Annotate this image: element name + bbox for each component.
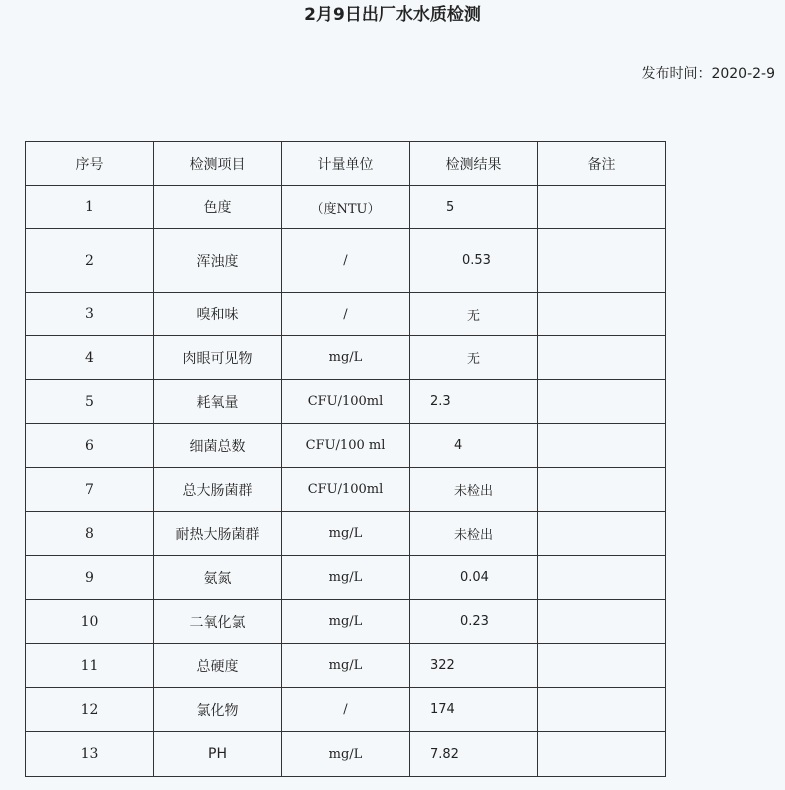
row-note xyxy=(538,293,666,336)
row-result: 0.53 xyxy=(410,229,538,293)
row-no: 4 xyxy=(26,336,154,380)
row-unit: mg/L xyxy=(282,512,410,556)
row-item: 耗氧量 xyxy=(154,380,282,424)
row-unit: / xyxy=(282,688,410,732)
row-unit: CFU/100 ml xyxy=(282,424,410,468)
row-no: 1 xyxy=(26,186,154,229)
row-item: 总硬度 xyxy=(154,644,282,688)
row-no: 13 xyxy=(26,732,154,777)
table-header-row xyxy=(26,142,666,186)
row-no: 3 xyxy=(26,293,154,336)
row-item: 浑浊度 xyxy=(154,229,282,293)
row-note xyxy=(538,424,666,468)
table-row xyxy=(26,688,666,732)
row-note xyxy=(538,644,666,688)
row-note xyxy=(538,468,666,512)
row-result: 5 xyxy=(410,186,538,229)
row-result: 未检出 xyxy=(410,512,538,556)
row-note xyxy=(538,336,666,380)
row-unit: mg/L xyxy=(282,600,410,644)
row-unit: mg/L xyxy=(282,336,410,380)
row-result: 0.04 xyxy=(410,556,538,600)
row-note xyxy=(538,229,666,293)
row-item: 二氧化氯 xyxy=(154,600,282,644)
row-no: 5 xyxy=(26,380,154,424)
table-row xyxy=(26,293,666,336)
row-item: 氯化物 xyxy=(154,688,282,732)
row-no: 8 xyxy=(26,512,154,556)
column-header-no: 序号 xyxy=(26,142,154,186)
column-header-item: 检测项目 xyxy=(154,142,282,186)
row-no: 12 xyxy=(26,688,154,732)
row-no: 9 xyxy=(26,556,154,600)
water-quality-table xyxy=(25,141,666,777)
row-note xyxy=(538,688,666,732)
column-header-unit: 计量单位 xyxy=(282,142,410,186)
row-result: 2.3 xyxy=(410,380,538,424)
row-no: 11 xyxy=(26,644,154,688)
row-note xyxy=(538,600,666,644)
column-header-note: 备注 xyxy=(538,142,666,186)
row-note xyxy=(538,732,666,777)
row-result: 0.23 xyxy=(410,600,538,644)
row-item: 耐热大肠菌群 xyxy=(154,512,282,556)
row-unit: / xyxy=(282,293,410,336)
row-result: 174 xyxy=(410,688,538,732)
table-row xyxy=(26,556,666,600)
row-item: 总大肠菌群 xyxy=(154,468,282,512)
page-title: 2月9日出厂水水质检测 xyxy=(304,5,481,25)
table-row xyxy=(26,186,666,229)
row-item: 细菌总数 xyxy=(154,424,282,468)
row-no: 10 xyxy=(26,600,154,644)
table-row xyxy=(26,229,666,293)
table-row xyxy=(26,424,666,468)
row-item: 氨氮 xyxy=(154,556,282,600)
row-unit: CFU/100ml xyxy=(282,380,410,424)
row-unit: mg/L xyxy=(282,556,410,600)
row-no: 7 xyxy=(26,468,154,512)
table-row xyxy=(26,644,666,688)
row-unit: / xyxy=(282,229,410,293)
row-item: 嗅和味 xyxy=(154,293,282,336)
row-item: 肉眼可见物 xyxy=(154,336,282,380)
table-row xyxy=(26,600,666,644)
row-item: PH xyxy=(154,732,282,777)
row-result: 4 xyxy=(410,424,538,468)
row-no: 2 xyxy=(26,229,154,293)
row-unit: mg/L xyxy=(282,644,410,688)
row-note xyxy=(538,512,666,556)
row-result: 无 xyxy=(410,293,538,336)
table-row xyxy=(26,336,666,380)
table-row xyxy=(26,468,666,512)
row-note xyxy=(538,380,666,424)
table-row xyxy=(26,512,666,556)
row-unit: CFU/100ml xyxy=(282,468,410,512)
table-row xyxy=(26,380,666,424)
row-unit: （度NTU） xyxy=(282,186,410,229)
row-result: 322 xyxy=(410,644,538,688)
publish-date: 发布时间：2020-2-9 xyxy=(641,66,775,82)
row-result: 未检出 xyxy=(410,468,538,512)
row-note xyxy=(538,556,666,600)
row-note xyxy=(538,186,666,229)
row-result: 无 xyxy=(410,336,538,380)
column-header-result: 检测结果 xyxy=(410,142,538,186)
row-no: 6 xyxy=(26,424,154,468)
row-item: 色度 xyxy=(154,186,282,229)
table-row xyxy=(26,732,666,777)
row-unit: mg/L xyxy=(282,732,410,777)
row-result: 7.82 xyxy=(410,732,538,777)
